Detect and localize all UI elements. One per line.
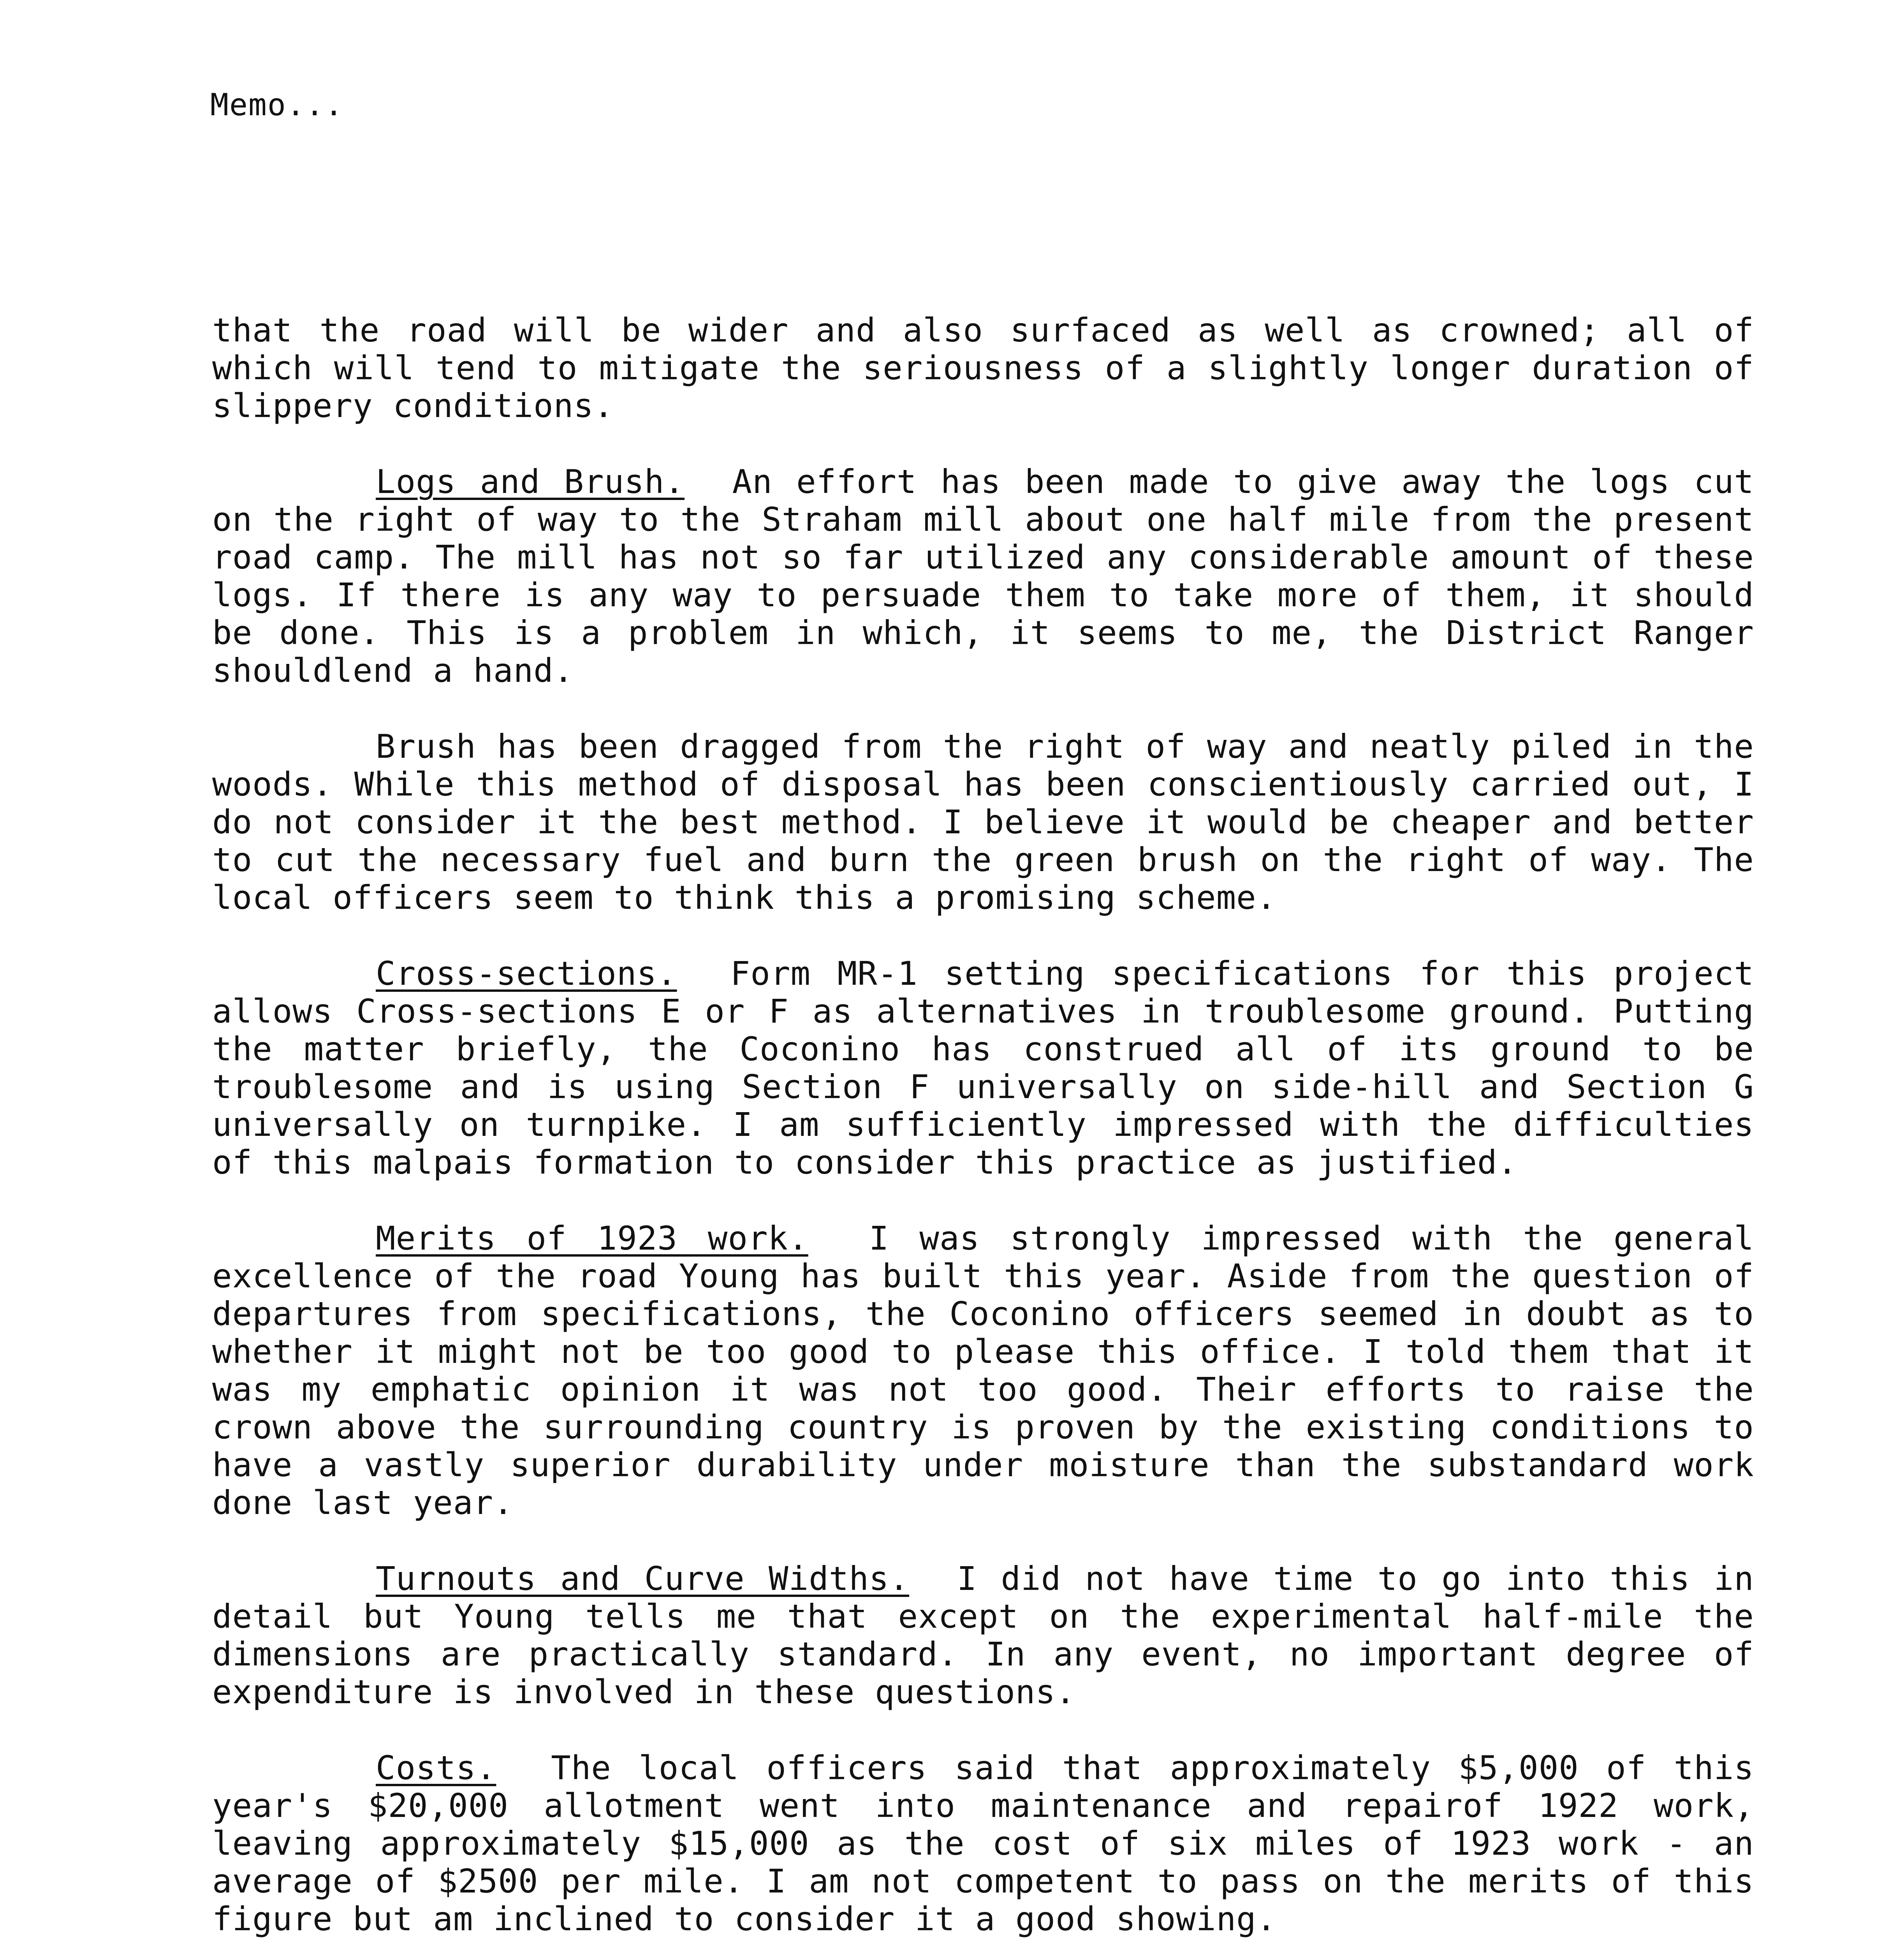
section-cross-sections bbox=[212, 955, 1754, 1181]
section-merits-of-1923-work bbox=[212, 1220, 1754, 1522]
memo-body bbox=[212, 312, 1754, 1947]
memo-header: Memo... bbox=[210, 88, 344, 123]
section-text-merits-of-1923-work: I was strongly impressed with the general excellence of the road Young has built this year. Aside from the question of departures from specifications, the Coconino officers seemed in doubt as to whether it might not be too good to please this office. I told them that it was my emphatic opinion it was not too good. Their efforts to raise the crown above the surrounding country is proven by the existing conditions to have a vastly superior durability under moisture than the substandard work done last year. bbox=[212, 1219, 1754, 1522]
section-heading-logs-and-brush: Logs and Brush. bbox=[376, 463, 685, 501]
section-text-logs-and-brush: An effort has been made to give away the logs cut on the right of way to the Straham mill about one half mile from the present road camp. The mill has not so far utilized any considerable amount of these logs. If there is any way to persuade them to take more of them, it should be done. This is a problem in which, it seems to me, the District Ranger shouldlend a hand. bbox=[212, 463, 1754, 690]
section-text-brush-disposal: Brush has been dragged from the right of way and neatly piled in the woods. While this method of disposal has been conscientiously carried out, I do not consider it the best method. I believe it would be cheaper and better to cut the necessary fuel and burn the green brush on the right of way. The local officers seem to think this a promising scheme. bbox=[212, 727, 1754, 917]
section-text-costs: The local officers said that approximately $5,000 of this year's $20,000 allotment went into maintenance and repairof 1922 work, leaving approximately $15,000 as the cost of six miles of 1923 work - an average of $2500 per mile. I am not competent to pass on the merits of this figure but am inclined to consider it a good showing. bbox=[212, 1749, 1754, 1938]
continuation-paragraph: that the road will be wider and also surfaced as well as crowned; all of which will tend to mitigate the seriousness of a slightly longer duration of slippery conditions. bbox=[212, 311, 1754, 425]
section-brush-disposal bbox=[212, 728, 1754, 917]
section-heading-costs: Costs. bbox=[376, 1749, 496, 1787]
section-text-turnouts-and-curve-widths: I did not have time to go into this in detail but Young tells me that except on the experimental half-mile the dimensions are practically standard. In any event, no important degree of expenditure is involved in these questions. bbox=[212, 1560, 1754, 1711]
section-text-cross-sections: Form MR-1 setting specifications for this project allows Cross-sections E or F as alternatives in troublesome ground. Putting the matter briefly, the Coconino has construed all of its ground to be troublesome and is using Section F universally on side-hill and Section G universally on turnpike. I am sufficiently impressed with the difficulties of this malpais formation to consider this practice as justified. bbox=[212, 954, 1754, 1181]
section-heading-merits-of-1923-work: Merits of 1923 work. bbox=[376, 1219, 808, 1257]
section-turnouts-and-curve-widths bbox=[212, 1560, 1754, 1711]
section-logs-and-brush bbox=[212, 463, 1754, 690]
section-heading-cross-sections: Cross-sections. bbox=[376, 954, 677, 993]
section-costs bbox=[212, 1749, 1754, 1938]
section-heading-turnouts-and-curve-widths: Turnouts and Curve Widths. bbox=[376, 1560, 910, 1598]
